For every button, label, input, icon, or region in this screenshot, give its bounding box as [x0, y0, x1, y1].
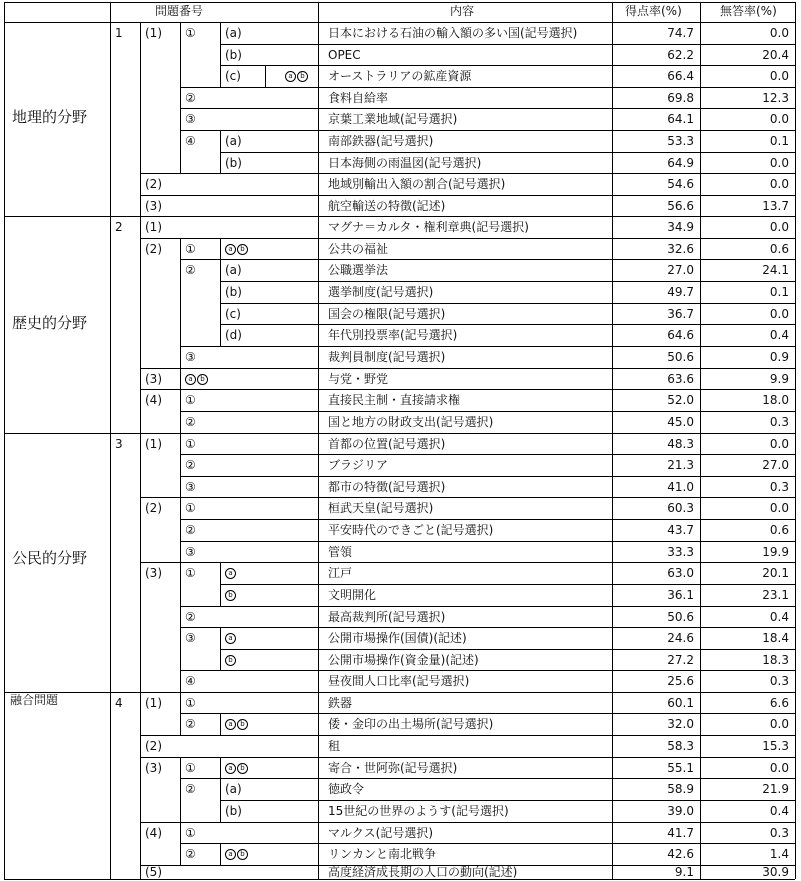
grid-line: [180, 778, 795, 779]
item-number: ①: [185, 501, 196, 515]
sub-item: (b): [225, 285, 242, 299]
grid-line: [180, 259, 795, 260]
grid-line: [140, 865, 141, 879]
grid-line: [140, 389, 795, 390]
sub-item: (a): [225, 134, 242, 148]
grid-line: [220, 303, 795, 304]
content-cell: 首都の位置(記号選択): [328, 437, 446, 451]
sub-question: (2): [145, 177, 162, 191]
score-rate-cell: 64.6: [667, 328, 694, 342]
header-number: 問題番号: [155, 4, 204, 18]
grid-line: [220, 800, 795, 801]
grid-line: [180, 627, 795, 628]
grid-line: [180, 368, 181, 389]
no-answer-rate-cell: 0.0: [769, 501, 789, 515]
no-answer-rate-cell: 0.1: [769, 134, 789, 148]
grid-line: [318, 2, 319, 879]
sub-item: (a): [225, 782, 242, 796]
no-answer-rate-cell: 0.4: [769, 328, 789, 342]
no-answer-rate-cell: 20.4: [762, 48, 789, 62]
grid-line: [220, 843, 221, 865]
grid-line: [140, 822, 795, 823]
no-answer-rate-cell: 19.9: [762, 545, 789, 559]
sub-question: (2): [145, 501, 162, 515]
no-answer-rate-cell: 21.9: [762, 782, 789, 796]
grid-line: [220, 324, 221, 346]
score-rate-cell: 48.3: [667, 437, 694, 451]
content-cell: マグナ＝カルタ・権利章典(記号選択): [328, 220, 529, 234]
content-cell: 国会の権限(記号選択): [328, 307, 446, 321]
circled-b-mark: b: [197, 374, 208, 385]
item-number: ①: [185, 242, 196, 256]
score-rate-cell: 55.1: [667, 761, 694, 775]
grid-line: [220, 44, 795, 45]
grid-line: [140, 195, 141, 216]
content-cell: 桓武天皇(記号選択): [328, 501, 434, 515]
item-number: ③: [185, 545, 196, 559]
score-rate-cell: 42.6: [667, 847, 694, 861]
sub-question: (1): [145, 696, 162, 710]
content-cell: 都市の特徴(記号選択): [328, 480, 446, 494]
sub-question: (4): [145, 393, 162, 407]
content-cell: 15世紀の世界のようす(記号選択): [328, 804, 509, 818]
grid-line: [180, 130, 795, 131]
no-answer-rate-cell: 0.3: [769, 826, 789, 840]
no-answer-rate-cell: 0.4: [769, 804, 789, 818]
circled-b-mark: b: [237, 244, 248, 255]
score-rate-cell: 27.0: [667, 263, 694, 277]
circled-a-mark: a: [225, 633, 236, 644]
score-rate-cell: 74.7: [667, 26, 694, 40]
score-rate-cell: 58.3: [667, 739, 694, 753]
content-cell: 航空輸送の特徴(記述): [328, 199, 446, 213]
grid-line: [180, 713, 795, 714]
no-answer-rate-cell: 1.4: [769, 847, 789, 861]
grid-line: [220, 324, 795, 325]
content-cell: 鉄器: [328, 696, 353, 710]
sub-item: [225, 846, 249, 862]
content-cell: 国と地方の財政支出(記号選択): [328, 415, 494, 429]
grid-line: [220, 152, 795, 153]
sub-item: [225, 630, 237, 646]
sub-item: (c): [225, 69, 241, 83]
score-rate-cell: 58.9: [667, 782, 694, 796]
grid-line: [180, 476, 181, 497]
no-answer-rate-cell: 0.0: [769, 437, 789, 451]
item-number: ③: [185, 480, 196, 494]
no-answer-rate-cell: 20.1: [762, 566, 789, 580]
circled-a-mark: a: [225, 849, 236, 860]
score-rate-cell: 25.6: [667, 674, 694, 688]
sub-question: (1): [145, 437, 162, 451]
score-rate-cell: 60.1: [667, 696, 694, 710]
content-cell: 選挙制度(記号選択): [328, 285, 434, 299]
score-rate-cell: 50.6: [667, 350, 694, 364]
item-number: ②: [185, 847, 196, 861]
sub-question: (1): [145, 26, 162, 40]
score-rate-cell: 63.6: [667, 372, 694, 386]
content-cell: 公開市場操作(国債)(記述): [328, 631, 467, 645]
grid-line: [140, 497, 795, 498]
grid-line: [265, 65, 266, 87]
sub-item: [225, 760, 249, 776]
field-label-civics: 公民的分野: [12, 549, 88, 567]
score-rate-cell: 32.6: [667, 242, 694, 256]
score-rate-cell: 64.9: [667, 156, 694, 170]
sub-item: (b): [225, 804, 242, 818]
grid-line: [140, 368, 795, 369]
score-rate-cell: 36.1: [667, 588, 694, 602]
grid-line: [180, 670, 795, 671]
circled-a-mark: a: [225, 719, 236, 730]
no-answer-rate-cell: 0.3: [769, 415, 789, 429]
item-number: ②: [185, 717, 196, 731]
grid-line: [180, 843, 795, 844]
header-no-answer-rate: 無答率(%): [720, 4, 777, 18]
content-cell: 与党・野党: [328, 372, 389, 386]
circled-a-mark: a: [185, 374, 196, 385]
sub-question: (2): [145, 242, 162, 256]
sub-question: (5): [145, 865, 162, 879]
grid-line: [180, 87, 795, 88]
item-number: ②: [185, 415, 196, 429]
sub-question: (2): [145, 739, 162, 753]
header-content: 内容: [450, 4, 475, 18]
grid-line: [220, 584, 795, 585]
no-answer-rate-cell: 0.6: [769, 523, 789, 537]
content-cell: 地域別輸出入額の割合(記号選択): [328, 177, 506, 191]
field-label-integrated: 融合問題: [10, 693, 59, 707]
circled-b-mark: b: [297, 71, 308, 82]
score-rate-cell: 52.0: [667, 393, 694, 407]
circled-a-mark: a: [285, 71, 296, 82]
no-answer-rate-cell: 13.7: [762, 199, 789, 213]
content-cell: 徳政令: [328, 782, 365, 796]
no-answer-rate-cell: 0.0: [769, 717, 789, 731]
content-cell: 寄合・世阿弥(記号選択): [328, 761, 458, 775]
grid-line: [180, 108, 795, 109]
sub-item: [225, 652, 237, 668]
no-answer-rate-cell: 0.0: [769, 112, 789, 126]
sub-item: (a): [225, 26, 242, 40]
item-number: ②: [185, 91, 196, 105]
content-cell: 日本海側の雨温図(記号選択): [328, 156, 482, 170]
circled-a-mark: a: [225, 568, 236, 579]
grid-line: [110, 2, 111, 879]
score-rate-cell: 50.6: [667, 610, 694, 624]
grid-line: [4, 2, 5, 879]
sub-question: (3): [145, 199, 162, 213]
item-number: ③: [185, 631, 196, 645]
field-label-geography: 地理的分野: [12, 108, 88, 126]
item-number: ③: [185, 112, 196, 126]
sub-item: [225, 716, 249, 732]
grid-line: [140, 562, 795, 563]
score-rate-cell: 32.0: [667, 717, 694, 731]
circled-b-mark: b: [237, 849, 248, 860]
score-rate-cell: 41.0: [667, 480, 694, 494]
item-number: ③: [185, 350, 196, 364]
content-cell: 公開市場操作(資金量)(記述): [328, 653, 479, 667]
content-cell: 公共の福祉: [328, 242, 389, 256]
grid-line: [140, 173, 795, 174]
grid-line: [180, 346, 795, 347]
content-cell: ブラジリア: [328, 458, 389, 472]
score-rate-cell: 62.2: [667, 48, 694, 62]
score-rate-cell: 9.1: [674, 865, 694, 879]
no-answer-rate-cell: 18.4: [762, 631, 789, 645]
no-answer-rate-cell: 15.3: [762, 739, 789, 753]
score-rate-cell: 54.6: [667, 177, 694, 191]
grid-line: [180, 130, 181, 173]
no-answer-rate-cell: 0.1: [769, 285, 789, 299]
sub-item: (d): [225, 328, 242, 342]
grid-line: [4, 433, 795, 434]
score-rate-cell: 41.7: [667, 826, 694, 840]
score-rate-cell: 34.9: [667, 220, 694, 234]
grid-line: [180, 713, 181, 735]
score-rate-cell: 21.3: [667, 458, 694, 472]
sub-question: (3): [145, 372, 162, 386]
no-answer-rate-cell: 30.9: [762, 865, 789, 879]
question-number: 3: [115, 437, 123, 451]
item-number: ②: [185, 458, 196, 472]
no-answer-rate-cell: 0.0: [769, 307, 789, 321]
grid-line: [180, 670, 181, 692]
grid-line: [140, 562, 141, 692]
no-answer-rate-cell: 0.0: [769, 156, 789, 170]
grid-line: [220, 649, 221, 670]
item-number: ②: [185, 523, 196, 537]
grid-line: [220, 152, 221, 173]
header-score-rate: 得点率(%): [625, 4, 682, 18]
grid-line: [4, 22, 795, 23]
grid-line: [220, 584, 221, 606]
item-number: [185, 371, 209, 387]
grid-line: [180, 843, 181, 865]
no-answer-rate-cell: 6.6: [769, 696, 789, 710]
content-cell: 昼夜間人口比率(記号選択): [328, 674, 470, 688]
content-cell: 食料自給率: [328, 91, 389, 105]
grid-line: [180, 541, 181, 562]
content-cell: 管領: [328, 545, 353, 559]
no-answer-rate-cell: 0.0: [769, 177, 789, 191]
no-answer-rate-cell: 12.3: [762, 91, 789, 105]
grid-line: [795, 2, 796, 879]
no-answer-rate-cell: 27.0: [762, 458, 789, 472]
grid-line: [220, 649, 795, 650]
no-answer-rate-cell: 23.1: [762, 588, 789, 602]
score-rate-cell: 64.1: [667, 112, 694, 126]
grid-line: [220, 757, 221, 778]
score-rate-cell: 56.6: [667, 199, 694, 213]
sub-item: (b): [225, 156, 242, 170]
content-cell: 租: [328, 739, 341, 753]
grid-line: [180, 454, 795, 455]
content-cell: リンカンと南北戦争: [328, 847, 437, 861]
score-rate-cell: 39.0: [667, 804, 694, 818]
content-cell: 平安時代のできごと(記号選択): [328, 523, 494, 537]
content-cell: 倭・金印の出土場所(記号選択): [328, 717, 494, 731]
circled-a-mark: a: [225, 244, 236, 255]
content-cell: 高度経済成長期の人口の動向(記述): [328, 865, 518, 879]
item-number: ②: [185, 782, 196, 796]
score-rate-cell: 53.3: [667, 134, 694, 148]
score-rate-cell: 27.2: [667, 653, 694, 667]
sub-item: [225, 587, 237, 603]
grid-line: [180, 346, 181, 368]
no-answer-rate-cell: 18.3: [762, 653, 789, 667]
circled-b-mark: b: [237, 719, 248, 730]
content-cell: 直接民主制・直接請求権: [328, 393, 461, 407]
item-number: ①: [185, 26, 196, 40]
no-answer-rate-cell: 0.0: [769, 26, 789, 40]
content-cell: 京葉工業地域(記号選択): [328, 112, 458, 126]
content-cell: 南部鉄器(記号選択): [328, 134, 434, 148]
item-number: ①: [185, 566, 196, 580]
grid-line: [180, 541, 795, 542]
mark-group: [285, 68, 309, 84]
grid-line: [4, 216, 795, 217]
grid-line: [140, 195, 795, 196]
grid-line: [180, 411, 795, 412]
sub-question: (3): [145, 761, 162, 775]
grid-line: [180, 778, 181, 822]
sub-question: (1): [145, 220, 162, 234]
no-answer-rate-cell: 0.3: [769, 674, 789, 688]
field-label-history: 歴史的分野: [12, 314, 88, 332]
grid-line: [140, 757, 795, 758]
score-rate-cell: 33.3: [667, 545, 694, 559]
grid-line: [220, 800, 221, 822]
no-answer-rate-cell: 18.0: [762, 393, 789, 407]
no-answer-rate-cell: 0.0: [769, 220, 789, 234]
grid-line: [180, 519, 795, 520]
circled-b-mark: b: [225, 655, 236, 666]
question-number: 2: [115, 220, 123, 234]
circled-b-mark: b: [225, 590, 236, 601]
circled-b-mark: b: [237, 763, 248, 774]
content-cell: 日本における石油の輸入額の多い国(記号選択): [328, 26, 578, 40]
sub-question: (4): [145, 826, 162, 840]
sub-item: [225, 241, 249, 257]
score-rate-cell: 69.8: [667, 91, 694, 105]
no-answer-rate-cell: 0.6: [769, 242, 789, 256]
content-cell: 公職選挙法: [328, 263, 389, 277]
item-number: ②: [185, 610, 196, 624]
grid-line: [180, 476, 795, 477]
question-number: 1: [115, 26, 123, 40]
content-cell: 江戸: [328, 566, 353, 580]
content-cell: 裁判員制度(記号選択): [328, 350, 446, 364]
grid-line: [140, 735, 795, 736]
item-number: ①: [185, 826, 196, 840]
no-answer-rate-cell: 0.0: [769, 761, 789, 775]
sub-item: (c): [225, 307, 241, 321]
grid-line: [220, 281, 795, 282]
no-answer-rate-cell: 0.4: [769, 610, 789, 624]
item-number: ①: [185, 393, 196, 407]
content-cell: オーストラリアの鉱産資源: [328, 69, 472, 83]
grid-line: [4, 692, 795, 693]
score-rate-cell: 24.6: [667, 631, 694, 645]
no-answer-rate-cell: 0.0: [769, 69, 789, 83]
sub-item: (a): [225, 263, 242, 277]
item-number: ①: [185, 437, 196, 451]
item-number: ①: [185, 761, 196, 775]
content-cell: マルクス(記号選択): [328, 826, 434, 840]
grid-line: [140, 238, 795, 239]
grid-line: [180, 411, 181, 433]
score-rate-cell: 63.0: [667, 566, 694, 580]
item-number: ④: [185, 674, 196, 688]
grid-line: [220, 65, 795, 66]
score-rate-cell: 45.0: [667, 415, 694, 429]
content-cell: 最高裁判所(記号選択): [328, 610, 446, 624]
no-answer-rate-cell: 9.9: [769, 372, 789, 386]
score-rate-cell: 49.7: [667, 285, 694, 299]
no-answer-rate-cell: 24.1: [762, 263, 789, 277]
sub-item: (b): [225, 48, 242, 62]
circled-a-mark: a: [225, 763, 236, 774]
grid-line: [140, 389, 141, 433]
no-answer-rate-cell: 0.3: [769, 480, 789, 494]
score-rate-cell: 60.3: [667, 501, 694, 515]
no-answer-rate-cell: 0.9: [769, 350, 789, 364]
question-number: 4: [115, 696, 123, 710]
grid-line: [220, 65, 221, 87]
sub-item: [225, 565, 237, 581]
sub-question: (3): [145, 566, 162, 580]
item-number: ②: [185, 263, 196, 277]
score-rate-cell: 66.4: [667, 69, 694, 83]
grid-line: [220, 238, 221, 259]
content-cell: 文明開化: [328, 588, 377, 602]
score-rate-cell: 43.7: [667, 523, 694, 537]
score-rate-cell: 36.7: [667, 307, 694, 321]
content-cell: OPEC: [328, 48, 361, 62]
content-cell: 年代別投票率(記号選択): [328, 328, 458, 342]
grid-line: [180, 606, 795, 607]
item-number: ④: [185, 134, 196, 148]
grid-line: [220, 713, 221, 735]
item-number: ①: [185, 696, 196, 710]
